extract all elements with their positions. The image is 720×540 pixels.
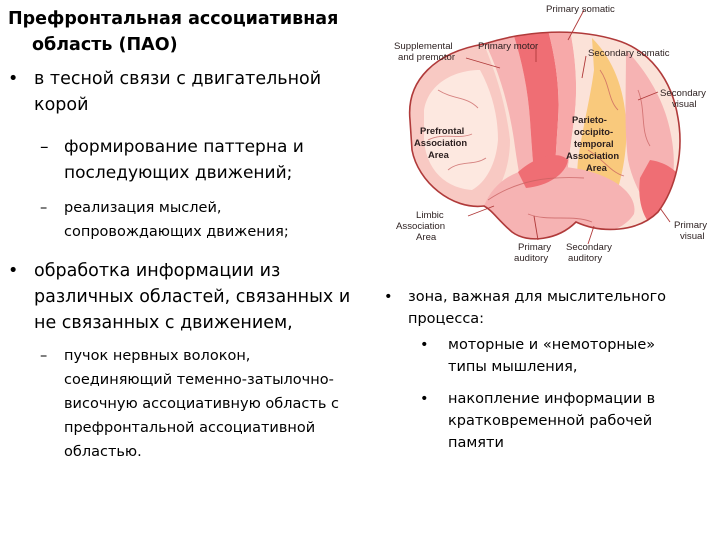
bullet-1-subsub-1 <box>40 196 370 244</box>
title-line-1: Префронтальная ассоциативная <box>8 9 339 29</box>
bullet-2-sub-1-line-4: префронтальной ассоциативной <box>64 420 316 436</box>
right-item-1-marker: • <box>420 337 429 353</box>
label-parieto-2: occipito- <box>574 126 614 137</box>
label-primary-auditory-1: Primary <box>518 242 552 253</box>
label-secondary-auditory-2: auditory <box>568 253 603 264</box>
title-line-2: область (ПАО) <box>32 35 178 55</box>
label-secondary-somatic: Secondary somatic <box>588 48 670 59</box>
label-prefrontal-2: Association <box>414 137 468 148</box>
bullet-2-sub-1-line-2: соединяющий теменно-затылочно- <box>64 372 334 388</box>
bullet-1-subsub-1-line-2: сопровождающих движения; <box>64 224 289 240</box>
bullet-2-sub-1-line-5: областью. <box>64 444 142 460</box>
right-item-2-line-1: накопление информации в <box>448 391 656 407</box>
bullet-2 <box>8 258 398 338</box>
brain-diagram <box>388 0 720 272</box>
label-parieto-5: Area <box>586 162 607 173</box>
right-item-2-line-2: кратковременной рабочей <box>448 413 653 429</box>
label-secondary-visual-1: Secondary <box>660 88 706 99</box>
bullet-2-line-3: не связанных с движением, <box>34 313 293 333</box>
label-primary-somatic: Primary somatic <box>546 4 615 15</box>
bullet-1-sub-1 <box>40 134 370 186</box>
label-primary-motor: Primary motor <box>478 41 539 52</box>
bullet-1-sub-1-marker: – <box>40 137 49 157</box>
bullet-2-sub-1-marker: – <box>40 348 48 364</box>
bullet-1 <box>8 66 388 118</box>
right-item-1-line-1: моторные и «немоторные» <box>448 337 656 353</box>
bullet-1-line-1: в тесной связи с двигательной <box>34 69 322 89</box>
bullet-2-sub-1-line-1: пучок нервных волокон, <box>64 348 251 364</box>
label-limbic-3: Area <box>416 232 437 243</box>
right-heading <box>384 286 714 332</box>
right-item-1 <box>420 334 710 380</box>
bullet-2-sub-1 <box>40 344 380 466</box>
bullet-2-marker: • <box>8 261 19 281</box>
bullet-1-sub-1-line-2: последующих движений; <box>64 163 293 183</box>
bullet-1-subsub-1-line-1: реализация мыслей, <box>64 200 222 216</box>
label-supplemental-2: and premotor <box>398 52 456 63</box>
slide-title <box>8 6 338 58</box>
label-primary-auditory-2: auditory <box>514 253 549 264</box>
label-limbic-1: Limbic <box>416 210 444 221</box>
label-parieto-3: temporal <box>574 138 614 149</box>
label-parieto-4: Association <box>566 150 620 161</box>
right-heading-line-2: процесса: <box>408 311 485 327</box>
label-secondary-auditory-1: Secondary <box>566 242 612 253</box>
right-heading-line-1: зона, важная для мыслительного <box>408 289 667 305</box>
label-limbic-2: Association <box>396 221 446 232</box>
bullet-2-line-1: обработка информации из <box>34 261 281 281</box>
right-item-2 <box>420 388 710 456</box>
label-prefrontal-1: Prefrontal <box>420 125 465 136</box>
bullet-1-subsub-1-marker: – <box>40 200 48 216</box>
right-heading-marker: • <box>384 289 393 305</box>
bullet-2-line-2: различных областей, связанных и <box>34 287 351 307</box>
label-secondary-visual-2: visual <box>672 99 697 110</box>
right-item-2-marker: • <box>420 391 429 407</box>
label-primary-visual-2: visual <box>680 231 705 242</box>
label-parieto-1: Parieto- <box>572 114 607 125</box>
bullet-1-sub-1-line-1: формирование паттерна и <box>64 137 304 157</box>
bullet-2-sub-1-line-3: височную ассоциативную область с <box>64 396 339 412</box>
label-prefrontal-3: Area <box>428 149 449 160</box>
right-item-2-line-3: памяти <box>448 435 504 451</box>
right-item-1-line-2: типы мышления, <box>448 359 578 375</box>
label-primary-visual-1: Primary <box>674 220 708 231</box>
bullet-1-marker: • <box>8 69 19 89</box>
label-supplemental-1: Supplemental <box>394 41 453 52</box>
bullet-1-line-2: корой <box>34 95 89 115</box>
